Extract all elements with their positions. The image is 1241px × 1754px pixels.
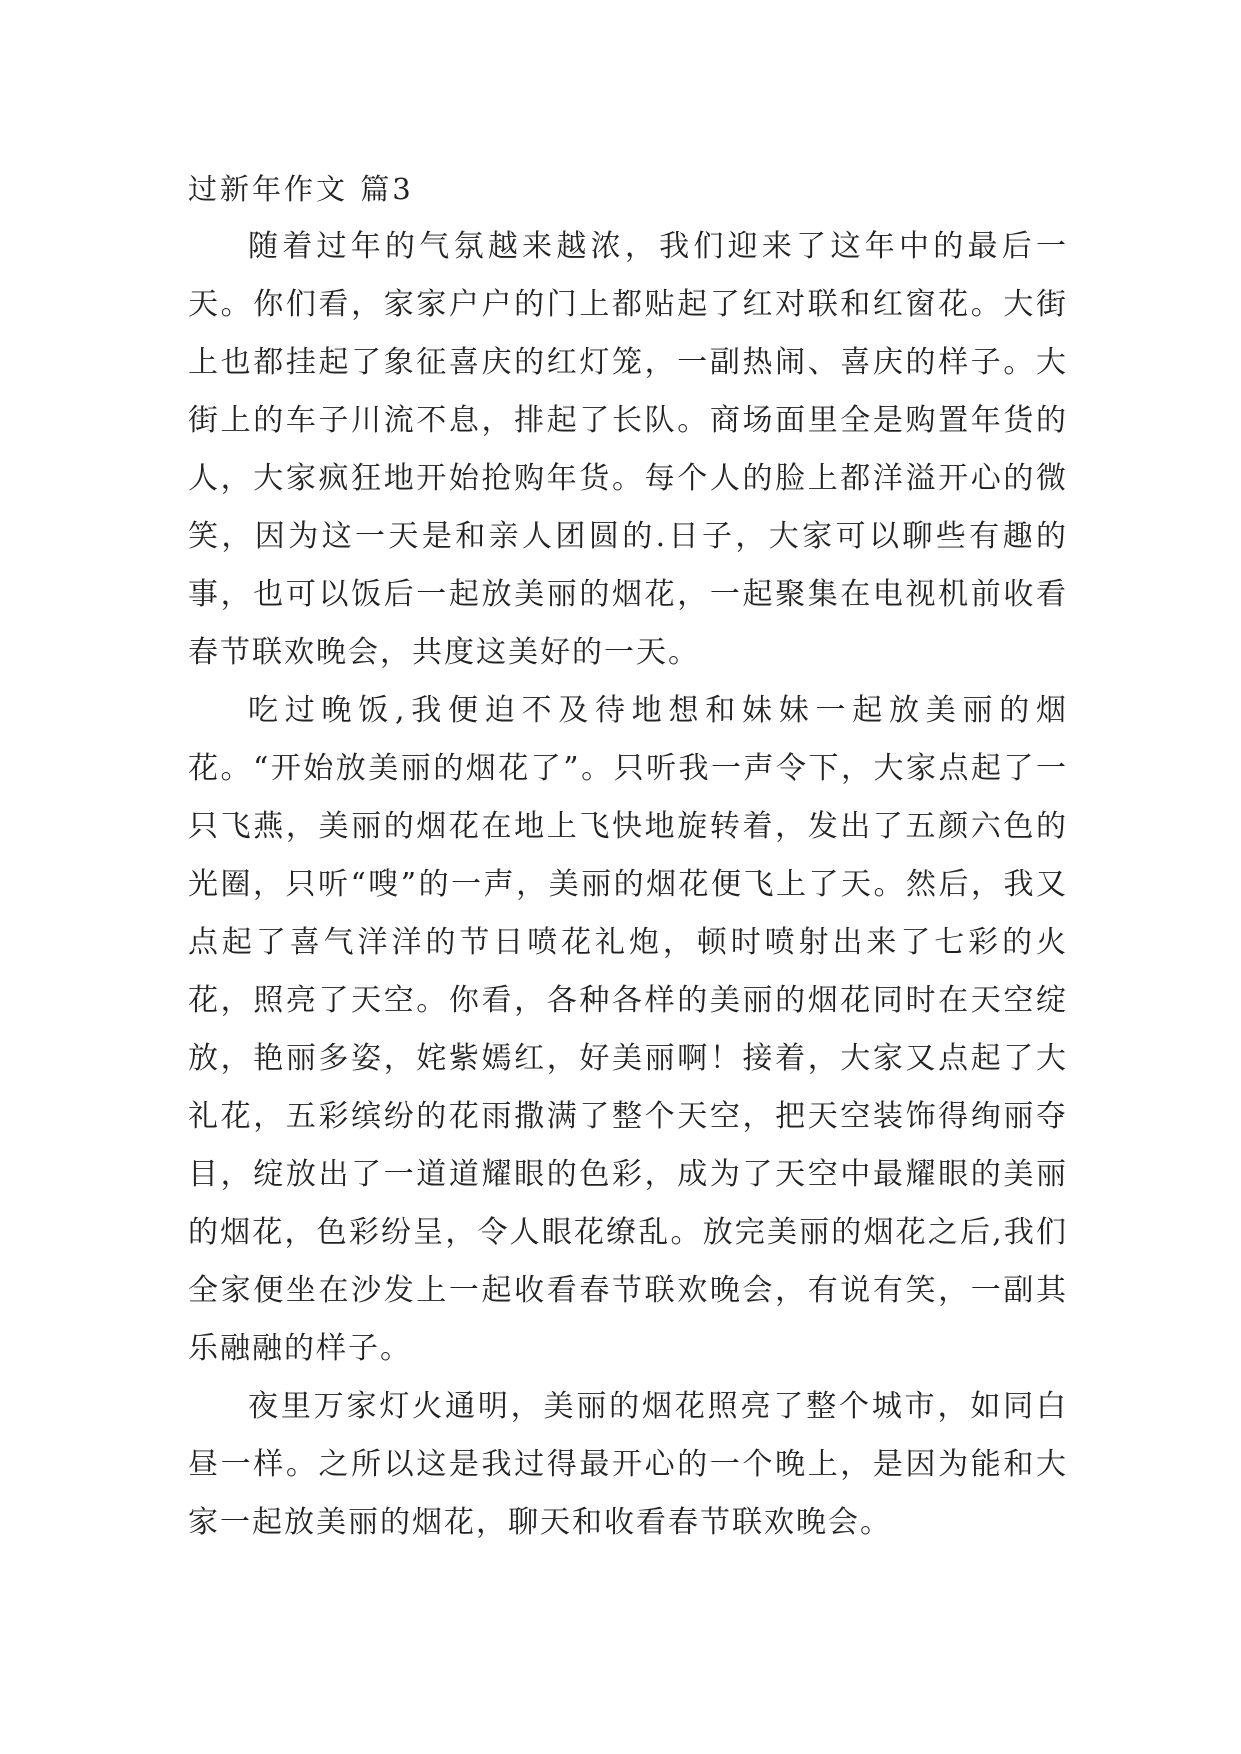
document-body [188, 160, 1068, 1552]
paragraph-3: 夜里万家灯火通明，美丽的烟花照亮了整个城市，如同白昼一样。之所以这是我过得最开心的一个晚上，是因为能和大家一起放美丽的烟花，聊天和收看春节联欢晚会。 [188, 1389, 1068, 1540]
paragraph-2: 吃过晚饭,我便迫不及待地想和妹妹一起放美丽的烟花。“开始放美丽的烟花了”。只听我一声令下，大家点起了一只飞燕，美丽的烟花在地上飞快地旋转着，发出了五颜六色的光圈，只听“嗖”的一声，美丽的烟花便飞上了天。然后，我又点起了喜气洋洋的节日喷花礼炮，顿时喷射出来了七彩的火花，照亮了天空。你看，各种各样的美丽的烟花同时在天空绽放，艳丽多姿，姹紫嫣红，好美丽啊！接着，大家又点起了大礼花，五彩缤纷的花雨撒满了整个天空，把天空装饰得绚丽夺目，绽放出了一道道耀眼的色彩，成为了天空中最耀眼的美丽的烟花，色彩纷呈，令人眼花缭乱。放完美丽的烟花之后,我们全家便坐在沙发上一起收看春节联欢晚会，有说有笑，一副其乐融融的样子。 [188, 693, 1068, 1366]
paragraph-1: 随着过年的气氛越来越浓，我们迎来了这年中的最后一天。你们看，家家户户的门上都贴起了红对联和红窗花。大街上也都挂起了象征喜庆的红灯笼，一副热闹、喜庆的样子。大街上的车子川流不息，排起了长队。商场面里全是购置年货的人，大家疯狂地开始抢购年货。每个人的脸上都洋溢开心的微笑，因为这一天是和亲人团圆的.日子，大家可以聊些有趣的事，也可以饭后一起放美丽的烟花，一起聚集在电视机前收看春节联欢晚会，共度这美好的一天。 [188, 229, 1068, 670]
document-title: 过新年作文 篇3 [188, 172, 414, 206]
